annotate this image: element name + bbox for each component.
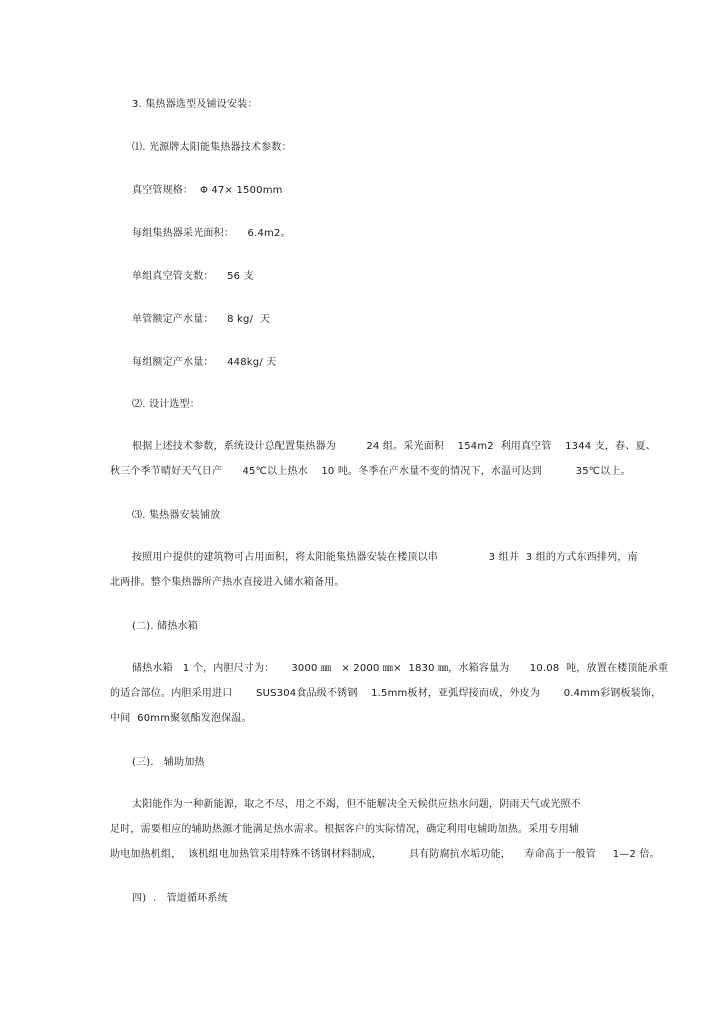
param-tube-spec: 真空管规格： Φ 47× 1500mm [132,185,283,196]
param-group-output: 每组额定产水量： 448kg/ 天 [132,357,277,368]
paragraph-tank-line-3: 中间 60mm聚氨酯发泡保温。 [110,713,252,724]
section-heading-aux-heating: (三). 辅助加热 [132,757,205,768]
paragraph-install-line-1: 按照用户提供的建筑物可占用面积，将太阳能集热器安装在楼顶以串 3 组并 3 组的方式东西排列，南 [132,552,638,563]
param-tube-output: 单管额定产水量： 8 kg/ 天 [132,314,271,325]
paragraph-install-line-2: 北两排。整个集热器所产热水直接进入储水箱备用。 [110,577,345,588]
paragraph-aux-line-3: 助电加热机组， 该机组电加热管采用特殊不锈钢材料制成， 具有防腐抗水垢功能， 寿命高于一般管 1—2 倍。 [110,849,660,860]
section-heading-storage-tank: (二). 储热水箱 [132,621,198,632]
subsection-heading-design: ⑵. 设计选型： [132,399,200,410]
param-tube-count: 单组真空管支数： 56 支 [132,271,254,282]
paragraph-design-line-1: 根据上述技术参数，系统设计总配置集热器为 24 组。采光面积 154m2 利用真空管 1344 支，春、夏、 [132,441,656,452]
paragraph-aux-line-1: 太阳能作为一种新能源，取之不尽，用之不竭，但不能解决全天候供应热水问题，阴雨天气或光照不 [132,799,581,810]
paragraph-tank-line-2: 的适合部位。内胆采用进口 SUS304食品级不锈钢 1.5mm板材，亚弧焊接而成，外皮为 0.4mm彩钢板装饰， [110,688,662,699]
section-heading-pipe-circulation: 四) . 管道循环系统 [132,893,228,904]
subsection-heading-tech-params: ⑴. 光源牌太阳能集热器技术参数： [132,142,292,153]
subsection-heading-installation: ⑶. 集热器安装铺放 [132,510,221,521]
paragraph-tank-line-1: 储热水箱 1 个，内胆尺寸为： 3000 ㎜ × 2000 ㎜× 1830 ㎜，水箱容量为 10.08 吨，放置在楼顶能承重 [132,663,669,674]
paragraph-design-line-2: 秋三个季节晴好天气日产 45℃以上热水 10 吨。冬季在产水量不变的情况下，水温可达到 35℃以上。 [110,466,631,477]
paragraph-aux-line-2: 足时，需要相应的辅助热源才能满足热水需求。根据客户的实际情况，确定利用电辅助加热。采用专用辅 [110,824,580,835]
section-heading-collector-selection: 3. 集热器选型及铺设安装： [132,99,258,110]
param-aperture-area: 每组集热器采光面积： 6.4m2。 [132,228,291,239]
